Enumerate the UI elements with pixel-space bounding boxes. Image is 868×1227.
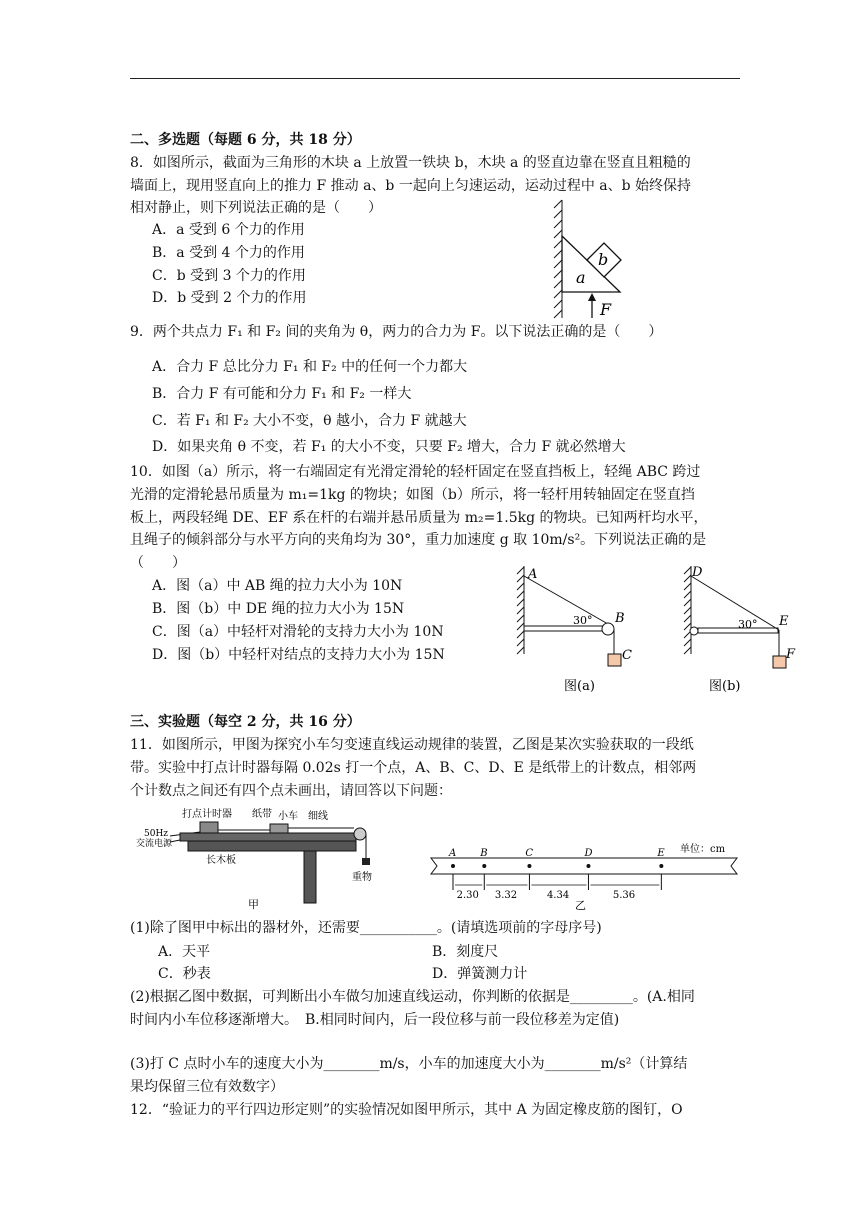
string-label: 细线 [308, 811, 328, 822]
q8-option-c: C．b 受到 3 个力的作用 [152, 268, 306, 284]
mass-block-b [773, 656, 786, 668]
q10-line-5: （ ） [130, 555, 186, 571]
pivot-icon [690, 627, 698, 635]
q11-figure-yi [425, 840, 745, 912]
q9-stem: 9．两个共点力 F₁ 和 F₂ 间的夹角为 θ，两力的合力为 F。以下说法正确的是（ ） [130, 324, 663, 340]
caption-a: 图(a) [564, 679, 595, 694]
q10-option-d: D．图（b）中轻杆对结点的支持力大小为 15N [152, 647, 445, 663]
q8-figure [540, 198, 640, 323]
q11-part-2-line-2: 时间内小车位移逐渐增大。 B.相同时间内，后一段位移与前一段位移差为定值) [130, 1012, 620, 1028]
q8-option-a: A．a 受到 6 个力的作用 [152, 222, 305, 238]
q11-part-1: (1)除了图甲中标出的器材外，还需要___________。(请填选项前的字母序号) [130, 920, 602, 936]
q11-p1-option-b: B．刻度尺 [432, 944, 499, 960]
arrow-head-icon [588, 293, 596, 301]
label-D: D [692, 565, 703, 580]
cart-label: 小车 [278, 811, 298, 822]
q10-line-2: 光滑的定滑轮悬吊质量为 m₁=1kg 的物块；如图（b）所示，将一轻杆用转轴固定在竖直挡 [130, 487, 695, 503]
q9-option-b: B．合力 F 有可能和分力 F₁ 和 F₂ 一样大 [152, 386, 412, 402]
q11-part-3-line-2: 果均保留三位有效数字） [130, 1079, 284, 1095]
angle-label-b: 30° [738, 618, 758, 631]
q11-p1-option-c: C．秒表 [158, 966, 211, 982]
header-rule [130, 78, 740, 79]
cart [270, 824, 288, 833]
segment-label: 4.34 [546, 890, 570, 901]
q12-line-1: 12．“验证力的平行四边形定则”的实验情况如图甲所示，其中 A 为固定橡皮筋的图钉，O [130, 1102, 683, 1118]
caption-b: 图(b) [709, 679, 741, 694]
tape-point [482, 864, 486, 868]
tape-point-label: A [449, 848, 457, 859]
label-A: A [528, 567, 538, 582]
q9-option-d: D．如果夹角 θ 不变，若 F₁ 的大小不变，只要 F₂ 增大，合力 F 就必然增大 [152, 439, 626, 455]
q10-option-c: C．图（a）中轻杆对滑轮的支持力大小为 10N [152, 624, 444, 640]
table-top [188, 841, 356, 851]
q11-part-3-line-1: (3)打 C 点时小车的速度大小为________m/s，小车的加速度大小为________m/s²（计算结 [130, 1056, 688, 1072]
tape-point [586, 864, 590, 868]
q10-figure-b [682, 562, 822, 697]
q8-line-2: 墙面上，现用竖直向上的推力 F 推动 a、b 一起向上匀速运动，运动过程中 a、b 始终保持 [130, 178, 692, 194]
tape-point [659, 864, 663, 868]
caption-jia: 甲 [248, 898, 259, 910]
weight-label: 重物 [352, 872, 372, 883]
timer-label: 打点计时器 [182, 809, 232, 820]
power-label-2: 交流电源 [136, 839, 173, 849]
mass-block-a [608, 654, 621, 666]
q10-line-1: 10．如图（a）所示，将一右端固定有光滑定滑轮的轻杆固定在竖直挡板上，轻绳 ABC 跨过 [130, 464, 701, 480]
tape-point-label: B [480, 848, 488, 859]
q8-line-1: 8．如图所示，截面为三角形的木块 a 上放置一铁块 b，木块 a 的竖直边靠在竖直且粗糙的 [130, 155, 691, 171]
caption-yi: 乙 [575, 899, 586, 912]
long-board [180, 833, 356, 841]
label-B: B [615, 611, 625, 626]
q8-option-b: B．a 受到 4 个力的作用 [152, 245, 305, 261]
q8-line-3: 相对静止，则下列说法正确的是（ ） [130, 200, 382, 216]
q11-line-3: 个计数点之间还有四个点未画出，请回答以下问题： [130, 783, 452, 799]
rope-DE [691, 576, 779, 630]
label-b: b [598, 250, 609, 269]
q11-figure-jia [130, 806, 380, 910]
q10-option-b: B．图（b）中 DE 绳的拉力大小为 15N [152, 601, 405, 617]
tape-point-label: D [584, 848, 593, 859]
rope-AB [524, 576, 608, 624]
pulley-icon [354, 828, 366, 840]
board-label: 长木板 [206, 855, 236, 866]
tape-point-label: C [525, 848, 534, 859]
tape-strip [431, 858, 737, 874]
angle-label-a: 30° [573, 614, 593, 627]
unit-label: 单位：cm [680, 844, 726, 855]
label-E: E [779, 614, 789, 629]
tape-label: 纸带 [252, 809, 272, 820]
label-a: a [576, 268, 586, 287]
segment-label: 5.36 [612, 890, 636, 901]
q10-option-a: A．图（a）中 AB 绳的拉力大小为 10N [152, 578, 403, 594]
tape-point [527, 864, 531, 868]
q11-p1-option-a: A．天平 [158, 944, 211, 960]
q10-line-4: 且绳子的倾斜部分与水平方向的夹角均为 30°，重力加速度 g 取 10m/s²。下列说法正确的是 [130, 532, 707, 548]
q11-line-2: 带。实验中打点计时器每隔 0.02s 打一个点，A、B、C、D、E 是纸带上的计数点，相邻两 [130, 760, 697, 776]
tape-point [451, 864, 455, 868]
q9-option-c: C．若 F₁ 和 F₂ 大小不变，θ 越小，合力 F 就越大 [152, 413, 467, 429]
table-leg [304, 851, 316, 903]
pulley-icon [602, 623, 614, 635]
weight [362, 858, 370, 865]
q10-figure-a [508, 562, 648, 697]
tape-point-label: E [657, 848, 665, 859]
section-3-heading: 三、实验题（每空 2 分，共 16 分） [130, 714, 361, 730]
q8-option-d: D．b 受到 2 个力的作用 [152, 290, 307, 306]
q11-p1-option-d: D．弹簧测力计 [432, 966, 528, 982]
q11-line-1: 11．如图所示，甲图为探究小车匀变速直线运动规律的装置，乙图是某次实验获取的一段纸 [130, 737, 694, 753]
power-label-1: 50Hz [144, 829, 169, 839]
q11-part-2-line-1: (2)根据乙图中数据，可判断出小车做匀加速直线运动，你判断的依据是_________。(A.相同 [130, 989, 695, 1005]
label-F: F [600, 300, 612, 319]
segment-label: 2.30 [456, 890, 479, 901]
q10-line-3: 板上，两段轻绳 DE、EF 系在杆的右端并悬吊质量为 m₂=1.5kg 的物块。已知两杆均水平， [130, 510, 708, 526]
label-C: C [622, 648, 632, 663]
label-F2: F [786, 647, 796, 662]
segment-label: 3.32 [494, 890, 518, 901]
q9-option-a: A．合力 F 总比分力 F₁ 和 F₂ 中的任何一个力都大 [152, 359, 468, 375]
section-2-heading: 二、多选题（每题 6 分，共 18 分） [130, 132, 361, 148]
